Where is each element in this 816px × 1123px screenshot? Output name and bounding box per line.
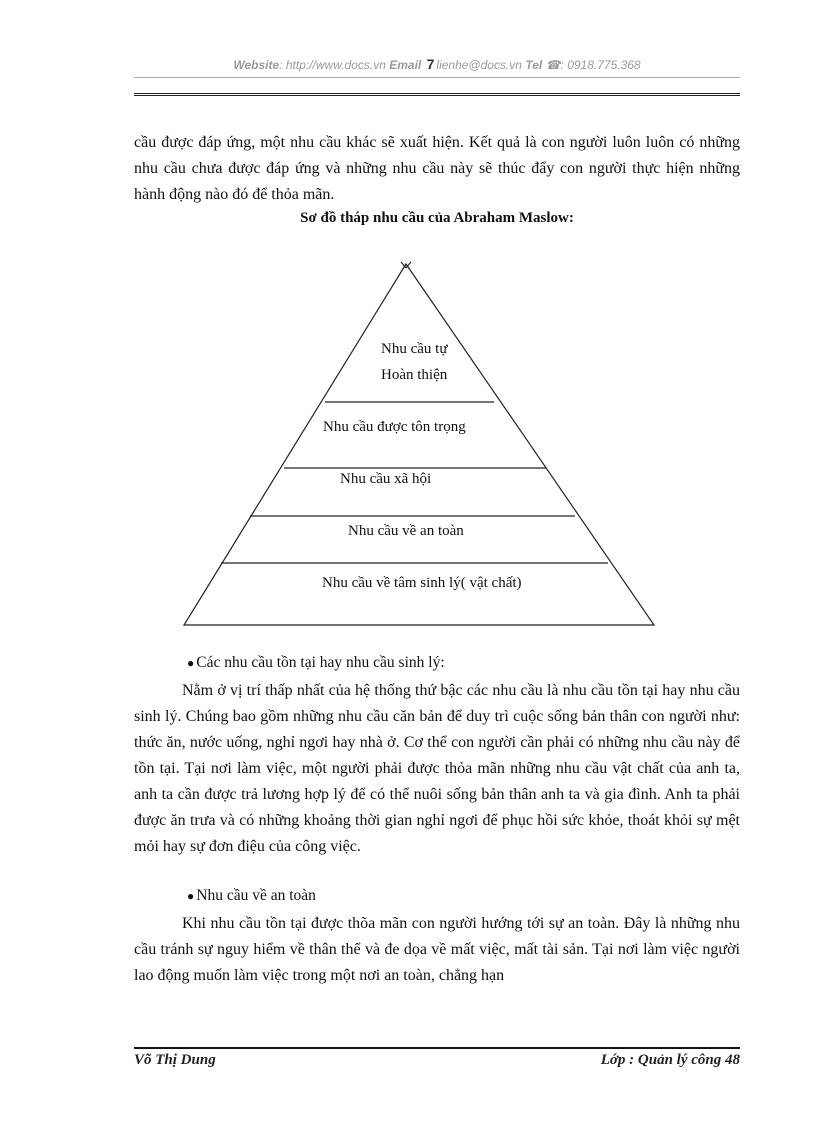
safety-paragraph: Khi nhu cầu tồn tại được thõa mãn con người hướng tới sự an toàn. Đây là những nhu cầu tránh sự nguy hiểm về thân thể và đe dọa về mất việc, mất tài sản. Tại nơi làm việc người lao động muốn làm việc trong một nơi an toàn, chẳng hạn — [134, 915, 740, 984]
intro-paragraph: cầu được đáp ứng, một nhu cầu khác sẽ xuất hiện. Kết quả là con người luôn luôn có những nhu cầu chưa được đáp ứng và những nhu cầu này sẽ thúc đẩy con người thực hiện những hành động nào đó để thỏa mãn. — [134, 134, 740, 203]
pyramid-level-safety: Nhu cầu về an toàn — [348, 523, 464, 539]
pyramid-level-self-actualization-2: Hoàn thiện — [381, 367, 448, 383]
footer-class: Lớp : Quản lý công 48 — [600, 1052, 740, 1068]
footer-author: Võ Thị Dung — [134, 1052, 216, 1068]
pyramid-level-self-actualization-1: Nhu cầu tự — [381, 341, 448, 357]
website-label: Website — [233, 58, 280, 72]
diagram-title: Sơ đồ tháp nhu cầu của Abraham Maslow: — [300, 210, 574, 226]
pyramid-level-esteem: Nhu cầu được tôn trọng — [323, 419, 466, 435]
physiological-paragraph: Nằm ở vị trí thấp nhất của hệ thống thứ bậc các nhu cầu là nhu cầu tồn tại hay nhu cầu sinh lý. Chúng bao gồm những nhu cầu căn bản để duy trì cuộc sống bản thân con người như: thức ăn, nước uống, nghỉ ngơi hay nhà ở. Cơ thể con người cần phải có những nhu cầu này để tồn tại. Tại nơi làm việc, một người phải được thỏa mãn những nhu cầu vật chất của anh ta, anh ta cần được trả lương hợp lý để có thể nuôi sống bản thân anh ta và gia đình. Anh ta phải được ăn trưa và có những khoảng thời gian nghỉ ngơi để phục hồi sức khỏe, thoát khỏi sự mệt mỏi hay sự đơn điệu của công việc. — [134, 682, 740, 855]
bullet-dot-icon: ● — [187, 889, 195, 903]
bullet-physiological — [187, 654, 445, 672]
pyramid-level-social: Nhu cầu xã hội — [340, 471, 432, 487]
tel-label: Tel — [525, 58, 543, 72]
bullet-dot-icon: ● — [187, 656, 195, 670]
website-url[interactable]: : http://www.docs.vn — [279, 58, 386, 72]
email-label: Email — [389, 58, 422, 72]
page-number: 7 — [426, 56, 435, 72]
bullet-safety — [187, 887, 316, 905]
phone-icon: ☎ — [545, 58, 561, 72]
bullet-physiological-text: Các nhu cầu tồn tại hay nhu cầu sinh lý: — [196, 654, 445, 671]
pyramid-level-physiological: Nhu cầu về tâm sinh lý( vật chất) — [322, 575, 522, 591]
tel-number: : 0918.775.368 — [560, 58, 641, 72]
bullet-safety-text: Nhu cầu về an toàn — [196, 887, 316, 904]
footer-divider — [134, 1047, 740, 1049]
email-address[interactable]: lienhe@docs.vn — [436, 58, 522, 72]
pyramid-outline — [184, 264, 654, 625]
